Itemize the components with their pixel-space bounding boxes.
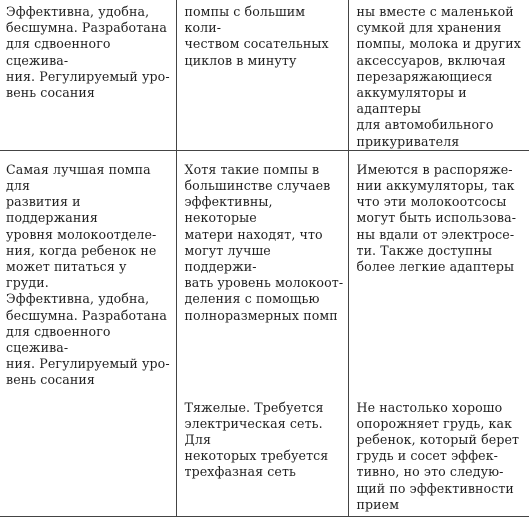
table-cell (348, 0, 529, 150)
table-cell (176, 0, 348, 150)
table-cell (0, 389, 176, 517)
cell-text: Эффективна, удобна, бесшумна. Разработана для сдвоенного сцежива- ния. Регулируемый уро- вень сосания (6, 4, 170, 101)
cell-text: Хотя такие помпы в большинстве случаев эффективны, некоторые матери находят, что могут лучше поддержи- вать уровень молокоот- деления с помощью полноразмерных помп (184, 161, 344, 323)
table-cell (176, 389, 348, 517)
cell-text: ны вместе с маленькой сумкой для хранения помпы, молока и других аксессуаров, включая перезаряжающиеся аккумуляторы и адаптеры для автомобильного прикуривателя (356, 4, 521, 149)
table-row (0, 0, 529, 150)
table-cell (0, 150, 176, 388)
table-cell (176, 150, 348, 388)
cell-text: Тяжелые. Требуется электрическая сеть. Для некоторых требуется трехфазная сеть (184, 399, 329, 480)
table-row (0, 150, 529, 388)
table-cell (348, 389, 529, 517)
cell-text: Имеются в распоряже- нии аккумуляторы, так что эти молокоотсосы могут быть использова- ны вдали от электросе- ти. Также доступны более легкие адаптеры (356, 161, 517, 275)
cell-text: Самая лучшая помпа для развития и поддержания уровня молокоотделе- ния, когда ребенок не может питаться у груди. Эффективна, удобна, бесшумна. Разработана для сдвоенного сцежива- ния. Регулируемый уро- вень сосания (6, 161, 170, 388)
table-cell (0, 0, 176, 150)
table-cell (348, 150, 529, 388)
cell-text: Не настолько хорошо опорожняет грудь, как ребенок, который берет грудь и сосет эффек- тивно, но это следую- щий по эффективности прием (356, 399, 520, 512)
table-row (0, 389, 529, 517)
cell-text: помпы с большим коли- чеством сосательных циклов в минуту (184, 4, 329, 68)
